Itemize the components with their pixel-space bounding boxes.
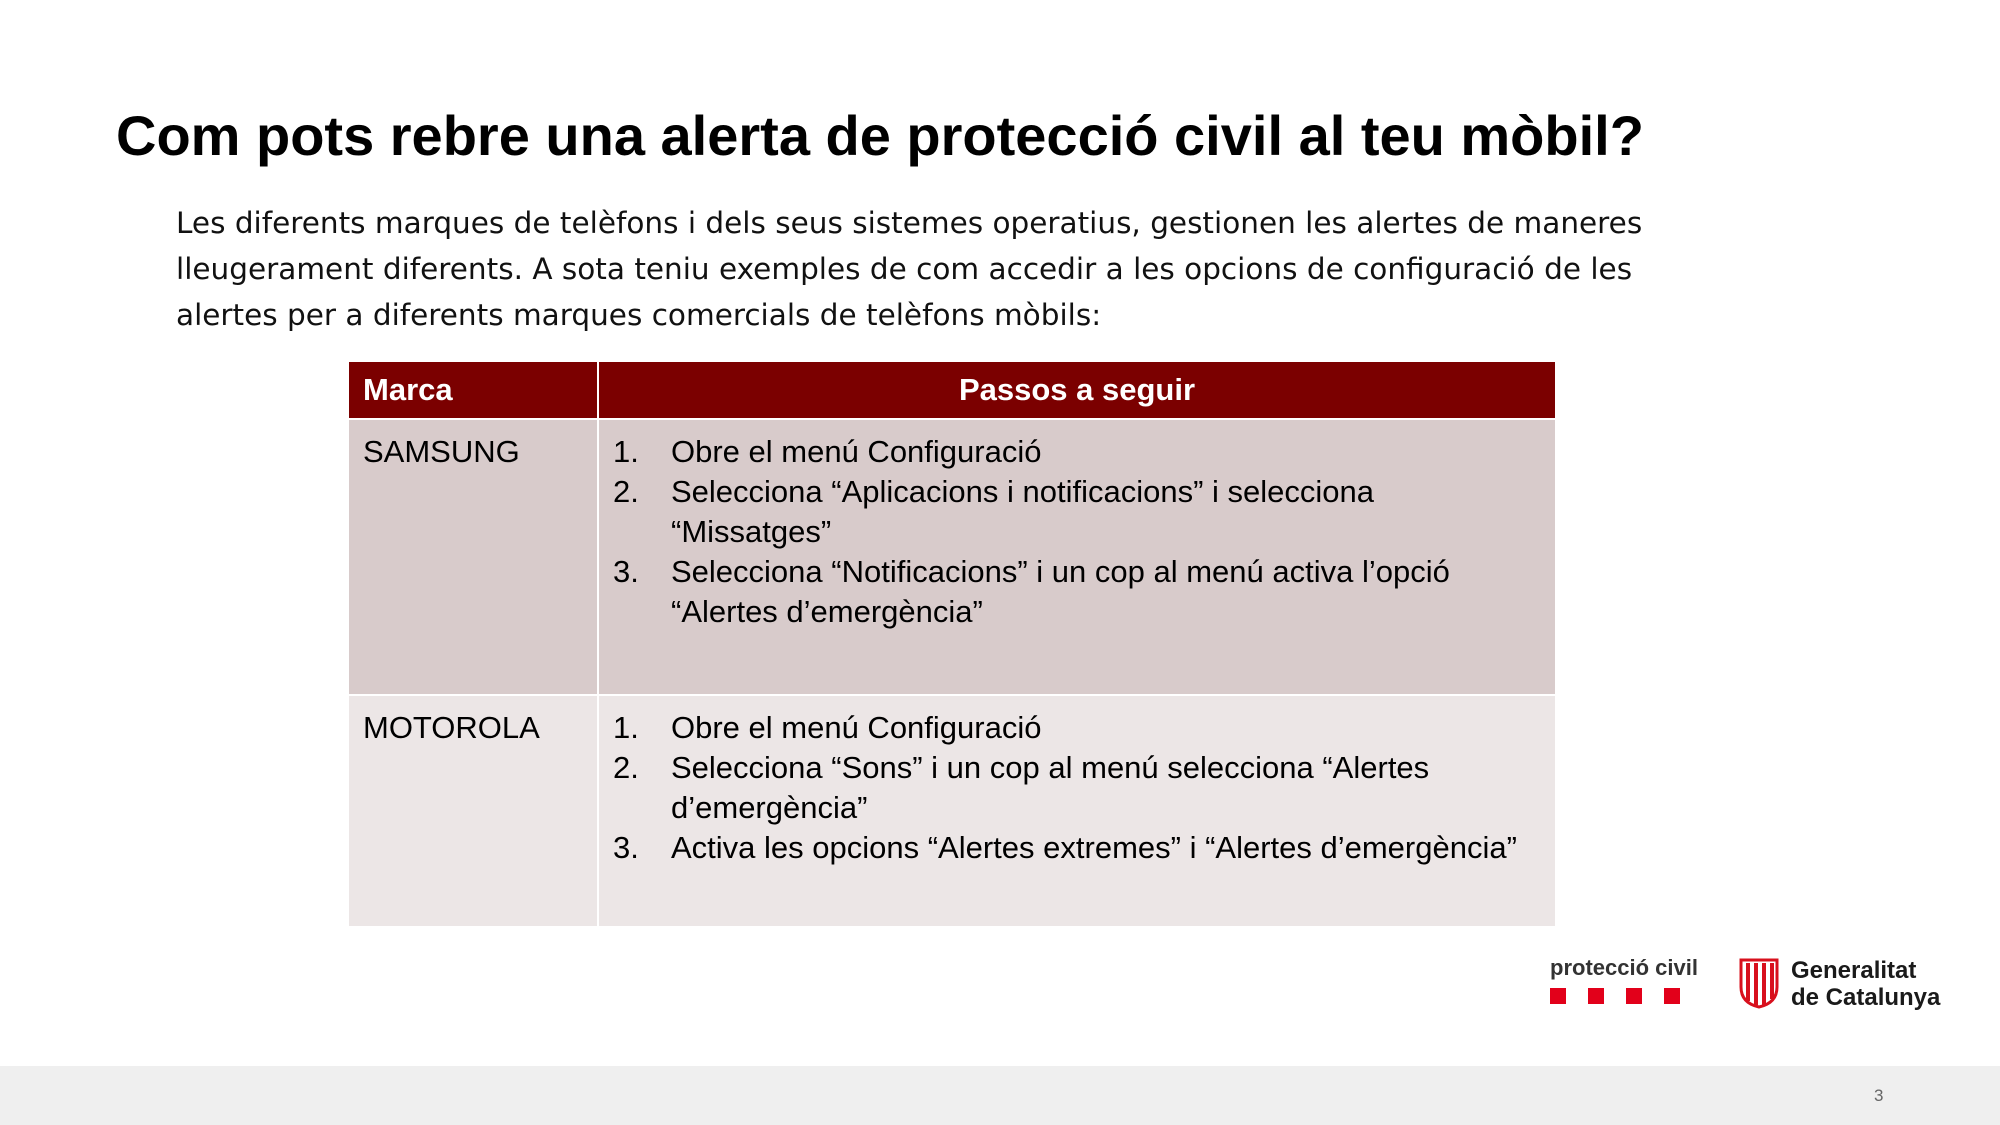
step-text: Obre el menú Configuració	[671, 710, 1042, 745]
step-number: 3.	[613, 554, 639, 589]
generalitat-wordmark	[1791, 957, 1940, 1011]
step-number: 2.	[613, 750, 639, 785]
footer-bar	[0, 1066, 2000, 1125]
header-steps: Passos a seguir	[598, 361, 1556, 419]
step-text: Obre el menú Configuració	[671, 434, 1042, 469]
step-number: 2.	[613, 474, 639, 509]
step-item	[613, 708, 1541, 748]
step-item	[613, 552, 1541, 632]
step-number: 3.	[613, 830, 639, 865]
step-text: Selecciona “Aplicacions i notificacions” i selecciona “Missatges”	[671, 474, 1375, 549]
header-brand: Marca	[348, 361, 598, 419]
step-item	[613, 472, 1541, 552]
brand-cell: MOTOROLA	[348, 695, 598, 927]
step-text: Activa les opcions “Alertes extremes” i “Alertes d’emergència”	[671, 830, 1517, 865]
step-number: 1.	[613, 710, 639, 745]
generalitat-emblem-icon	[1737, 957, 1781, 1009]
step-text: Selecciona “Notificacions” i un cop al menú activa l’opció “Alertes d’emergència”	[671, 554, 1450, 629]
table-row	[348, 419, 1556, 695]
generalitat-line-1: Generalitat	[1791, 957, 1917, 984]
step-item	[613, 748, 1541, 828]
step-item	[613, 828, 1541, 868]
step-text: Selecciona “Sons” i un cop al menú selecciona “Alertes d’emergència”	[671, 750, 1430, 825]
table-row	[348, 695, 1556, 927]
page-number: 3	[1874, 1086, 1884, 1105]
generalitat-line-2: de Catalunya	[1791, 984, 1941, 1011]
steps-cell	[598, 419, 1556, 695]
intro-paragraph: Les diferents marques de telèfons i dels seus sistemes operatius, gestionen les alertes de maneres lleugerament diferents. A sota teniu exemples de com accedir a les opcions de configuració de les alertes per a diferents marques comercials de telèfons mòbils:	[176, 206, 1643, 332]
footer-logos	[1545, 955, 1965, 1025]
steps-table	[347, 360, 1557, 928]
proteccio-civil-wordmark: protecció civil	[1550, 955, 1698, 980]
steps-cell	[598, 695, 1556, 927]
proteccio-civil-logo	[1550, 955, 1720, 1025]
steps-list	[613, 432, 1541, 632]
proteccio-civil-squares-icon	[1550, 988, 1680, 1004]
table-header-row	[348, 361, 1556, 419]
steps-list	[613, 708, 1541, 868]
slide-title: Com pots rebre una alerta de protecció civil al teu mòbil?	[116, 104, 1644, 167]
step-number: 1.	[613, 434, 639, 469]
step-item	[613, 432, 1541, 472]
brand-cell: SAMSUNG	[348, 419, 598, 695]
